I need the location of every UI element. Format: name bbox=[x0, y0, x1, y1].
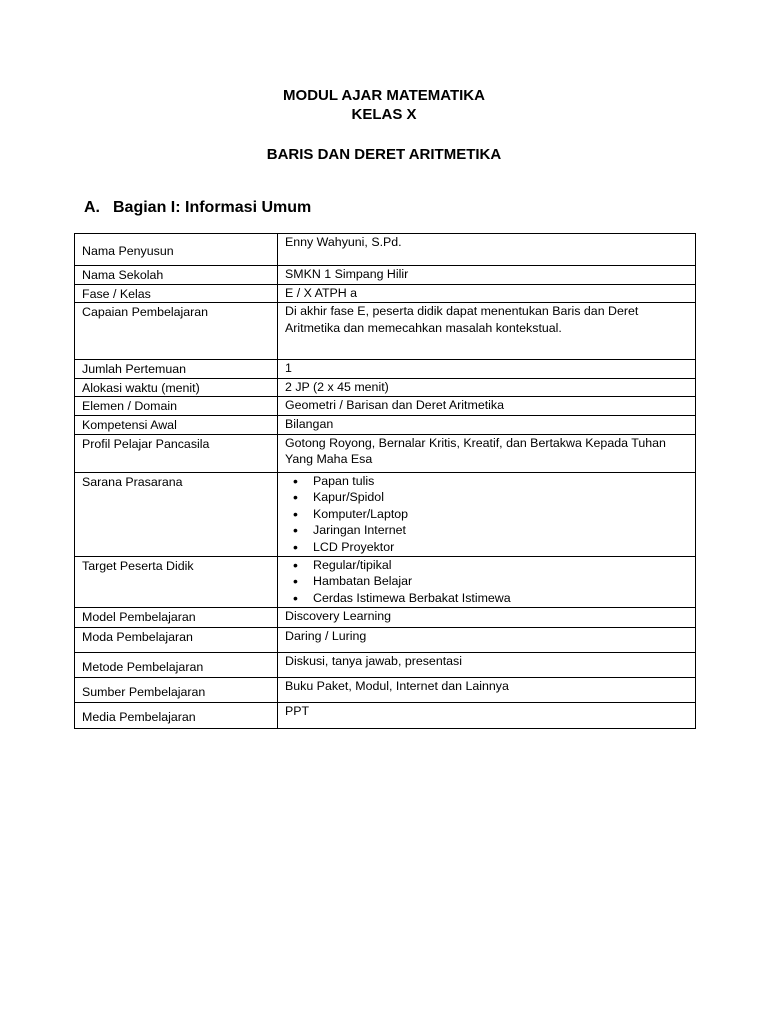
row-value: Bilangan bbox=[278, 415, 696, 434]
table-row bbox=[75, 652, 696, 677]
row-value: Enny Wahyuni, S.Pd. bbox=[278, 234, 696, 266]
table-row bbox=[75, 702, 696, 728]
row-label: Kompetensi Awal bbox=[75, 415, 278, 434]
table-row bbox=[75, 556, 696, 607]
row-value: Discovery Learning bbox=[278, 607, 696, 627]
row-label: Model Pembelajaran bbox=[75, 607, 278, 627]
list-item: • Komputer/Laptop bbox=[313, 506, 688, 523]
row-value: SMKN 1 Simpang Hilir bbox=[278, 266, 696, 285]
row-label: Fase / Kelas bbox=[75, 284, 278, 303]
row-value: Diskusi, tanya jawab, presentasi bbox=[278, 652, 696, 677]
title-line-1: MODUL AJAR MATEMATIKA bbox=[283, 87, 485, 104]
list-item: • Cerdas Istimewa Berbakat Istimewa bbox=[313, 590, 688, 607]
row-value: Buku Paket, Modul, Internet dan Lainnya bbox=[278, 677, 696, 702]
table-row bbox=[75, 607, 696, 627]
row-label: Elemen / Domain bbox=[75, 397, 278, 416]
list-item: • Regular/tipikal bbox=[313, 557, 688, 574]
facility-list bbox=[285, 473, 688, 556]
row-label: Target Peserta Didik bbox=[75, 556, 278, 607]
document-subtitle: BARIS DAN DERET ARITMETIKA bbox=[266, 146, 502, 163]
table-row bbox=[75, 677, 696, 702]
table-row bbox=[75, 266, 696, 285]
row-value: Di akhir fase E, peserta didik dapat menentukan Baris dan Deret Aritmetika dan memecahkan masalah kontekstual. bbox=[278, 303, 696, 360]
row-label: Nama Sekolah bbox=[75, 266, 278, 285]
row-label: Moda Pembelajaran bbox=[75, 627, 278, 652]
section-heading-text: Bagian I: Informasi Umum bbox=[113, 199, 312, 216]
table-row bbox=[75, 303, 696, 360]
list-item: • Kapur/Spidol bbox=[313, 489, 688, 506]
row-value: Daring / Luring bbox=[278, 627, 696, 652]
table-row bbox=[75, 360, 696, 379]
row-label: Capaian Pembelajaran bbox=[75, 303, 278, 360]
row-label: Media Pembelajaran bbox=[75, 702, 278, 728]
row-value: E / X ATPH a bbox=[278, 284, 696, 303]
row-value bbox=[278, 556, 696, 607]
row-label: Sarana Prasarana bbox=[75, 472, 278, 556]
row-label: Profil Pelajar Pancasila bbox=[75, 434, 278, 472]
document-title bbox=[0, 86, 768, 124]
general-info-table bbox=[74, 233, 696, 729]
table-row bbox=[75, 472, 696, 556]
target-list bbox=[285, 557, 688, 607]
title-line-2: KELAS X bbox=[351, 106, 417, 123]
section-heading bbox=[84, 198, 311, 218]
list-item: • Papan tulis bbox=[313, 473, 688, 490]
row-value: Geometri / Barisan dan Deret Aritmetika bbox=[278, 397, 696, 416]
row-label: Jumlah Pertemuan bbox=[75, 360, 278, 379]
section-letter: A. bbox=[84, 199, 100, 216]
table-row bbox=[75, 378, 696, 397]
row-value: PPT bbox=[278, 702, 696, 728]
list-item: • Jaringan Internet bbox=[313, 522, 688, 539]
row-label: Alokasi waktu (menit) bbox=[75, 378, 278, 397]
table-row bbox=[75, 627, 696, 652]
row-label: Sumber Pembelajaran bbox=[75, 677, 278, 702]
row-value bbox=[278, 472, 696, 556]
row-value: Gotong Royong, Bernalar Kritis, Kreatif, dan Bertakwa Kepada Tuhan Yang Maha Esa bbox=[278, 434, 696, 472]
table-row bbox=[75, 234, 696, 266]
table-row bbox=[75, 434, 696, 472]
row-value: 1 bbox=[278, 360, 696, 379]
list-item: • LCD Proyektor bbox=[313, 539, 688, 556]
row-value: 2 JP (2 x 45 menit) bbox=[278, 378, 696, 397]
table-row bbox=[75, 284, 696, 303]
list-item: • Hambatan Belajar bbox=[313, 573, 688, 590]
table-row bbox=[75, 397, 696, 416]
row-label: Metode Pembelajaran bbox=[75, 652, 278, 677]
row-label: Nama Penyusun bbox=[75, 234, 278, 266]
table-row bbox=[75, 415, 696, 434]
